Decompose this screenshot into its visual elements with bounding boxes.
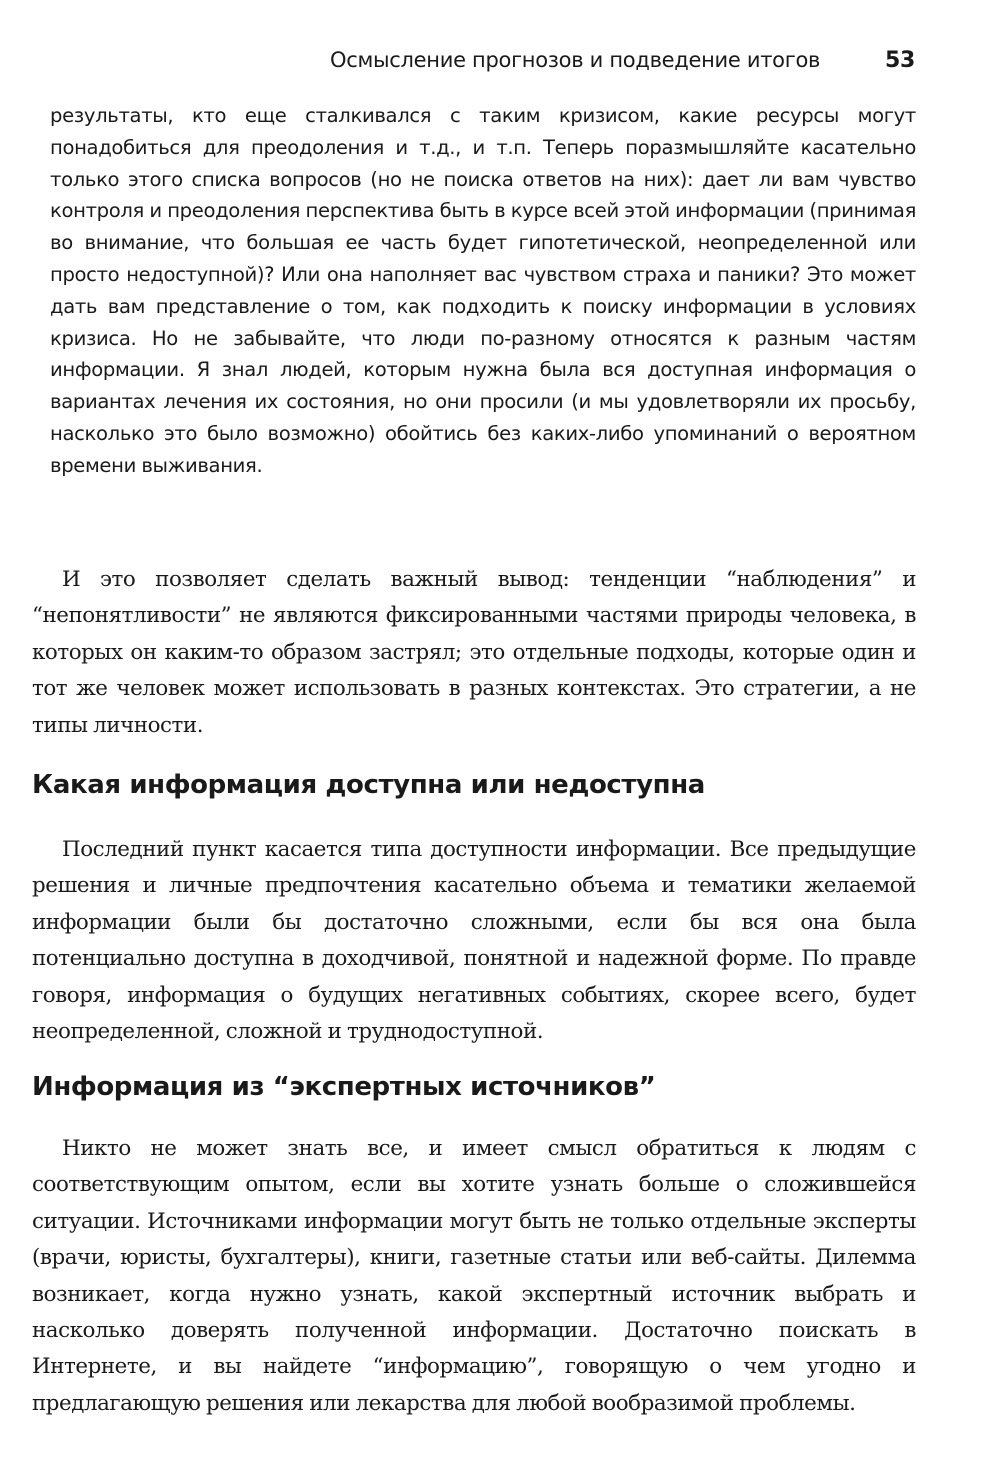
sidebar-box-text: результаты, кто еще сталкивался с таким кризисом, какие ресурсы могут понадобиться для преодоления и т.д., и т.п. Теперь поразмышляйте касательно только этого списка вопросов (но не поиска ответов на них): дает ли вам чувство контроля и преодоления перспектива быть в курсе всей этой информации (принимая во внимание, что большая ее часть будет гипотетической, неопределенной или просто недоступной)? Или она наполняет вас чувством страха и паники? Это может дать вам представление о том, как подходить к поиску информации в условиях кризиса. Но не забывайте, что люди по-разному относятся к разным частям информации. Я знал людей, которым нужна была вся доступная информация о вариантах лечения их состояния, но они просили (и мы удовлетворяли их просьбу, насколько это было возможно) обойтись без каких-либо упоминаний о вероятном времени выживания. bbox=[50, 104, 916, 477]
body-paragraph-3: Никто не может знать все, и имеет смысл обратиться к людям с соответствующим опытом, если вы хотите узнать больше о сложившейся ситуации. Источниками информации могут быть не только отдельные эксперты (врачи, юристы, бухгалтеры), книги, газетные статьи или веб-сайты. Дилемма возникает, когда нужно узнать, какой экспертный источник выбрать и насколько доверять полученной информации. Достаточно поискать в Интернете, и вы найдете “информацию”, говорящую о чем угодно и предлагающую решения или лекарства для любой вообразимой проблемы. bbox=[32, 1136, 916, 1416]
body-paragraph-1: И это позволяет сделать важный вывод: тенденции “наблюдения” и “непонятливости” не являются фиксированными частями природы человека, в которых он каким-то образом застрял; это отдельные подходы, которые один и тот же человек может использовать в разных контекстах. Это стратегии, а не типы личности. bbox=[32, 567, 916, 738]
running-head bbox=[330, 48, 915, 73]
section-heading-availability: Какая информация доступна или недоступна bbox=[32, 770, 705, 800]
running-head-title: Осмысление прогнозов и подведение итогов bbox=[330, 48, 821, 72]
body-paragraph-2: Последний пункт касается типа доступности информации. Все предыдущие решения и личные предпочтения касательно объема и тематики желаемой информации были бы достаточно сложными, если бы вся она была потенциально доступна в доходчивой, понятной и надежной форме. По правде говоря, информация о будущих негативных событиях, скорее всего, будет неопределенной, сложной и труднодоступной. bbox=[32, 837, 916, 1045]
page-number: 53 bbox=[884, 48, 915, 73]
section-heading-expert-sources: Информация из “экспертных источников” bbox=[32, 1072, 656, 1102]
